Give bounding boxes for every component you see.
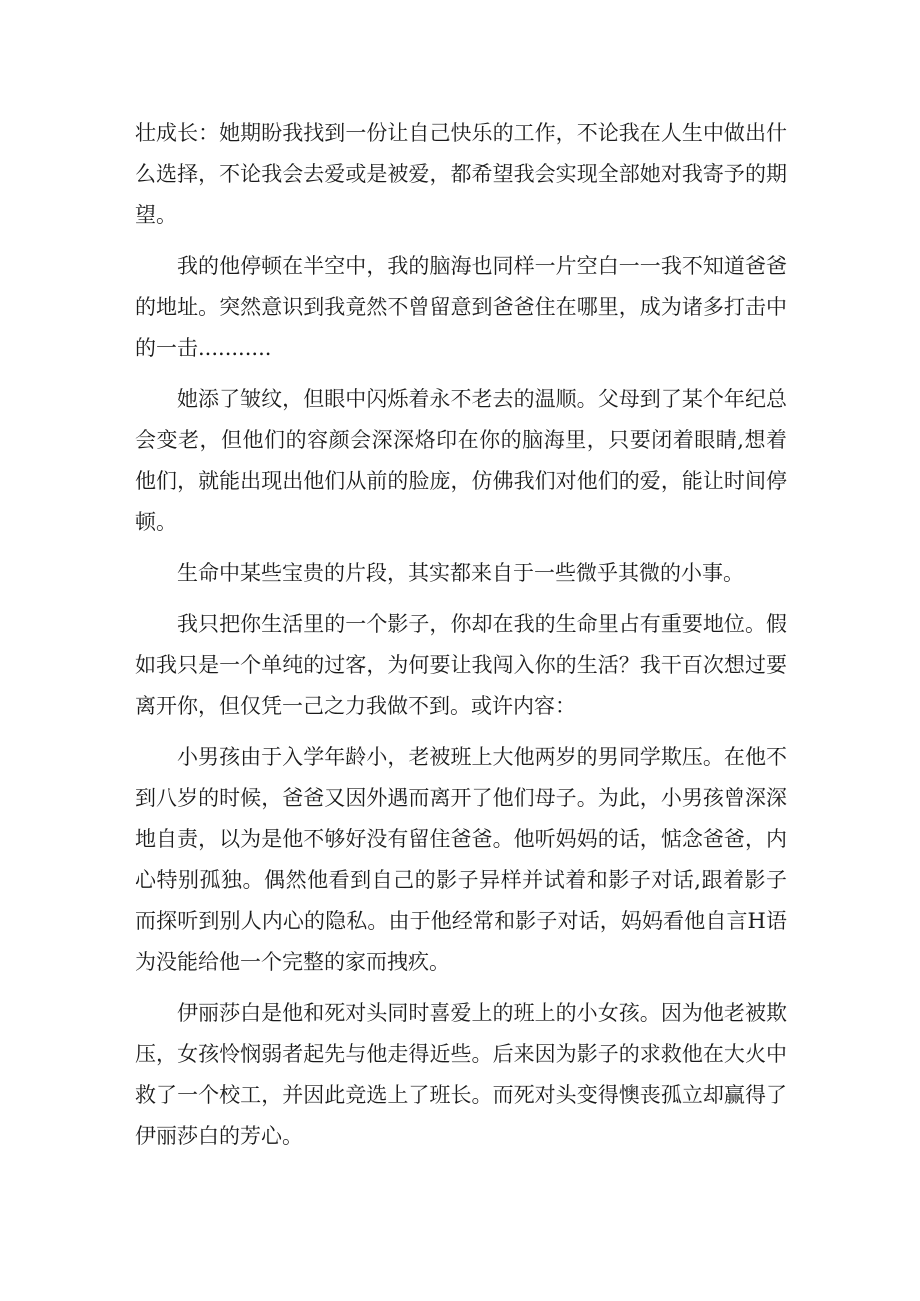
paragraph-6: 小男孩由于入学年龄小，老被班上大他两岁的男同学欺压。在他不到八岁的时候，爸爸又因外遇而离开了他们母子。为此，小男孩曾深深地自责，以为是他不够好没有留住爸爸。他听妈妈的话，惦念爸爸，内心特别孤独。偶然他看到自己的影子异样并试着和影子对话,跟着影子而探听到别人内心的隐私。由于他经常和影子对话，妈妈看他自言H语为没能给他一个完整的家而拽疚。 <box>135 745 787 974</box>
paragraph-5: 我只把你生活里的一个影子，你却在我的生命里占有重要地位。假如我只是一个单纯的过客，为何要让我闯入你的生活？我干百次想过要离开你，但仅凭一己之力我做不到。或许内容： <box>135 612 787 718</box>
paragraph-3: 她添了皱纹，但眼中闪烁着永不老去的温顺。父母到了某个年纪总会变老，但他们的容颜会深深烙印在你的脑海里，只要闭着眼睛,想着他们，就能出现出他们从前的脸庞，仿佛我们对他们的爱，能让时间停顿。 <box>135 387 787 534</box>
paragraph-2: 我的他停顿在半空中，我的脑海也同样一片空白一一我不知道爸爸的地址。突然意识到我竟然不曾留意到爸爸住在哪里，成为诸多打击中的一击........... <box>135 254 787 360</box>
paragraph-7: 伊丽莎白是他和死对头同时喜爱上的班上的小女孩。因为他老被欺压，女孩怜悯弱者起先与他走得近些。后来因为影子的求救他在大火中救了一个校工，并因此竞选上了班长。而死对头变得懊丧孤立却赢得了伊丽莎白的芳心。 <box>135 1001 787 1148</box>
document-body <box>135 113 787 1167</box>
paragraph-4: 生命中某些宝贵的片段，其实都来自于一些微乎其微的小事。 <box>177 561 744 585</box>
paragraph-1: 壮成长：她期盼我找到一份让自己快乐的工作，不论我在人生中做出什么选择，不论我会去爱或是被爱，都希望我会实现全部她对我寄予的期望。 <box>135 121 787 227</box>
